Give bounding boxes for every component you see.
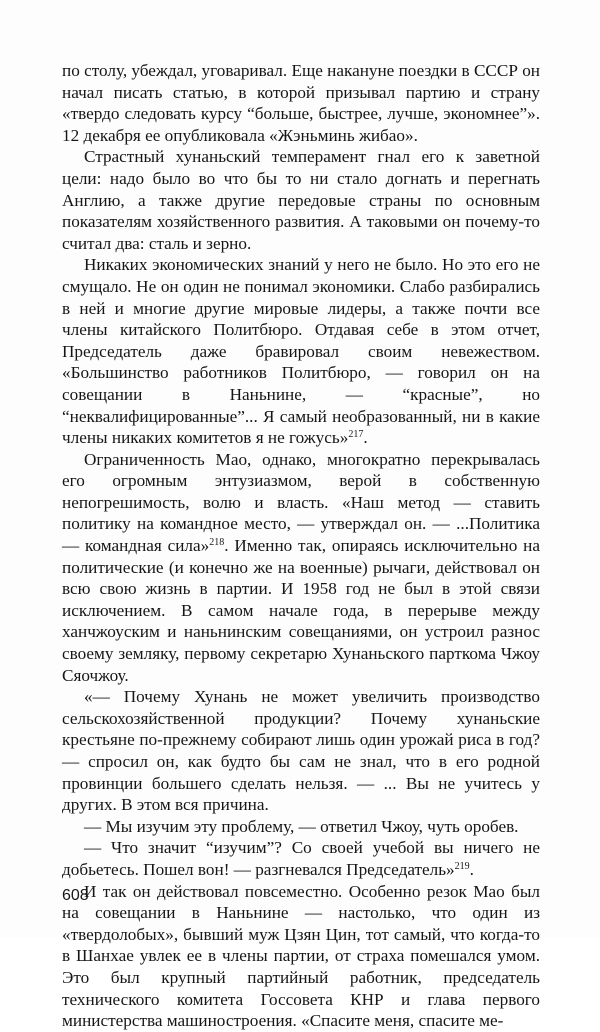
paragraph-3 [62, 254, 540, 448]
paragraph-text: И так он действовал повсеместно. Особенно резок Мао был на совещании в Наньнине — настолько, что один из «твердолобых», бывший муж Цзян Цин, тот самый, что когда-то в Шанхае увлек ее в члены партии, от страха помешался умом. Это был крупный партийный работник, председатель технического комитета Госсовета КНР и глава первого министерства машиностроения. «Спасите меня, спасите ме- [62, 881, 540, 1031]
paragraph-6 [62, 816, 540, 838]
footnote-ref: 218 [209, 537, 225, 549]
paragraph-text: — Мы изучим эту проблему, — ответил Чжоу, чуть оробев. [84, 816, 519, 836]
paragraph-text: по столу, убеждал, уговаривал. Еще накануне поездки в СССР он начал писать статью, в которой призывал партию и страну «твердо следовать курсу “больше, быстрее, лучше, экономнее”». 12 декабря ее опубликовала «Жэньминь жибао». [62, 61, 540, 145]
paragraph-4 [62, 449, 540, 687]
paragraph-text: Страстный хунаньский темперамент гнал его к заветной цели: надо было во что бы то ни стало догнать и перегнать Англию, а также другие передовые страны по основным показателям хозяйственного развития. А таковыми он почему-то считал два: сталь и зерно. [62, 147, 540, 253]
footnote-ref: 217 [348, 429, 364, 441]
paragraph-text: Ограниченность Мао, однако, многократно перекрывалась его огромным энтузиазмом, верой в собственную непогрешимость, волю и власть. «Наш метод — ставить политику на командное место, — утверждал он. — ...Политика — командная сила» [62, 449, 540, 556]
paragraph-text: — Что значит “изучим”? Со своей учебой вы ничего не добьетесь. Пошел вон! — разгневался Председатель» [62, 838, 540, 879]
paragraph-text-after: . Именно так, опираясь исключительно на политические (и конечно же на военные) рычаги, действовал он всю свою жизнь в партии. И 1958 год не был в этой связи исключением. В самом начале года, в перерыве между ханчжоуским и наньнинским совещаниями, он устроил разнос своему земляку, первому секретарю Хунаньского парткома Чжоу Сяочжоу. [62, 536, 540, 685]
paragraph-text-after: . [469, 859, 474, 879]
paragraph-2 [62, 146, 540, 254]
paragraph-1 [62, 60, 540, 146]
paragraph-7 [62, 837, 540, 880]
paragraph-8 [62, 881, 540, 1032]
footnote-ref: 219 [454, 860, 470, 872]
paragraph-text-after: . [363, 428, 368, 448]
body-text [62, 60, 540, 1032]
paragraph-text: Никаких экономических знаний у него не было. Но это его не смущало. Не он один не понимал экономики. Слабо разбирались в ней и многие другие мировые лидеры, а также почти все члены китайского Политбюро. Отдавая себе в этом отчет, Председатель даже бравировал своим невежеством. «Большинство работников Политбюро, — говорил он на совещании в Наньнине, — “красные”, но “неквалифицированные”... Я самый необразованный, ни в какие члены никаких комитетов я не гожусь» [62, 255, 540, 448]
paragraph-text: «— Почему Хунань не может увеличить производство сельскохозяйственной продукции? Почему хунаньские крестьяне по-прежнему собирают лишь один урожай риса в год? — спросил он, как будто бы сам не знал, что в его родной провинции большего сделать нельзя. — ... Вы не учитесь у других. В этом вся причина. [62, 687, 540, 815]
paragraph-5 [62, 686, 540, 816]
page-number: 608 [62, 887, 89, 904]
